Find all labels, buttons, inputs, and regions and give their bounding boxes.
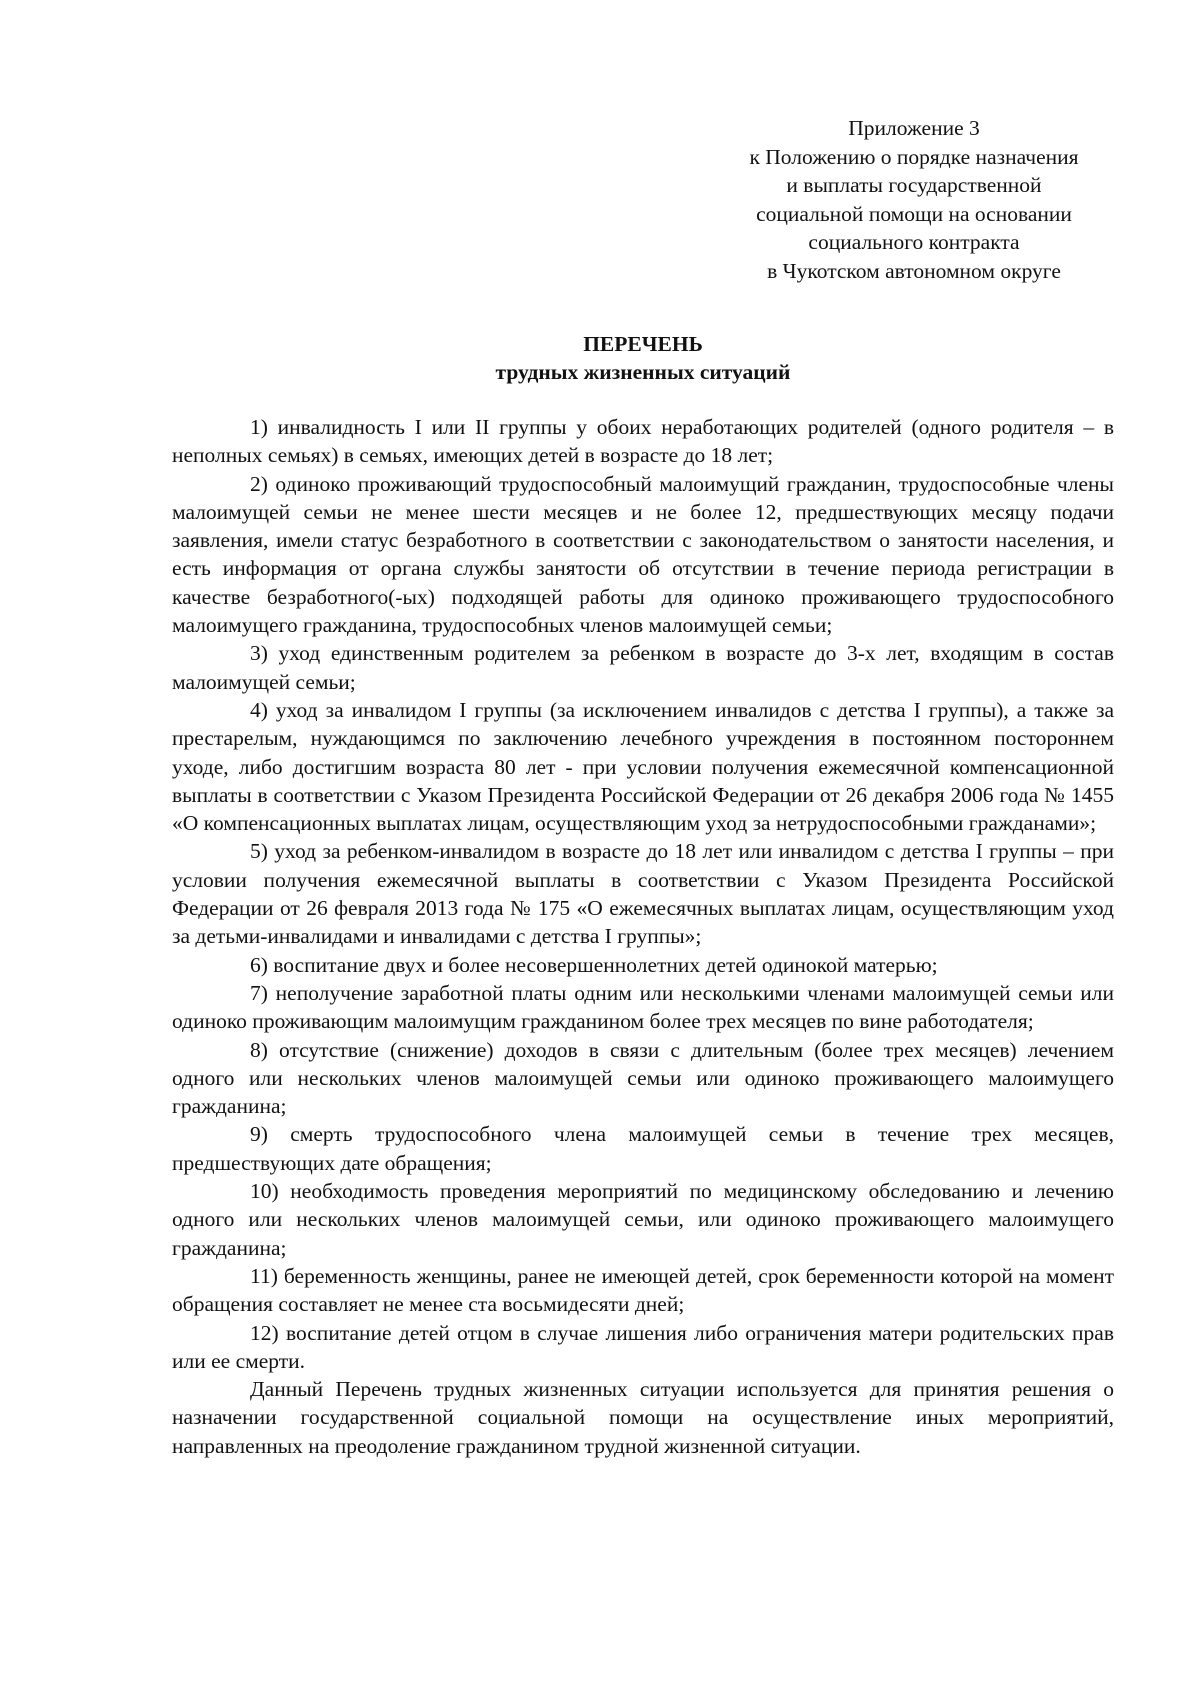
list-item: 8) отсутствие (снижение) доходов в связи с длительным (более трех месяцев) лечением одного или нескольких членов малоимущей семьи или одиноко проживающего малоимущего гражданина; (172, 1037, 1114, 1119)
appendix-line: к Положению о порядке назначения (749, 144, 1079, 169)
list-item: 3) уход единственным родителем за ребенком в возрасте до 3-х лет, входящим в состав малоимущей семьи; (172, 641, 1114, 694)
list-item: 7) неполучение заработной платы одним или несколькими членами малоимущей семьи или одиноко проживающим малоимущим гражданином более трех месяцев по вине работодателя; (172, 980, 1114, 1034)
appendix-line: Приложение 3 (848, 116, 980, 140)
list-item: 9) смерть трудоспособного члена малоимущей семьи в течение трех месяцев, предшествующих дате обращения; (172, 1122, 1114, 1175)
list-item: 12) воспитание детей отцом в случае лишения либо ограничения матери родительских прав или ее смерти. (172, 1320, 1114, 1373)
list-item: 11) беременность женщины, ранее не имеющей детей, срок беременности которой на момент обращения составляет не менее ста восьмидесяти дней; (172, 1263, 1114, 1317)
appendix-line: социальной помощи на основании (756, 201, 1072, 226)
list-item: 6) воспитание двух и более несовершеннолетних детей одинокой матерью; (250, 952, 938, 977)
list-item: 1) инвалидность I или II группы у обоих неработающих родителей (одного родителя – в неполных семьях) в семьях, имеющих детей в возрасте до 18 лет; (172, 415, 1114, 468)
appendix-line: и выплаты государственной (786, 173, 1042, 197)
title-main: ПЕРЕЧЕНЬ (583, 332, 703, 356)
appendix-header (714, 114, 1114, 285)
appendix-line: в Чукотском автономном округе (767, 258, 1061, 283)
appendix-line: социального контракта (808, 230, 1020, 254)
list-item: 2) одиноко проживающий трудоспособный малоимущий гражданин, трудоспособные члены малоимущей семьи не менее шести месяцев и не более 12, предшествующих месяцу подачи заявления, имели статус безработного в соответствии с законодательством о занятости населения, и есть информация от органа службы занятости об отсутствии в течение периода регистрации в качестве безработного(-ых) подходящей работы для одиноко проживающего трудоспособного малоимущего гражданина, трудоспособных членов малоимущей семьи; (172, 471, 1114, 638)
closing-paragraph: Данный Перечень трудных жизненных ситуации используется для принятия решения о назначении государственной социальной помощи на осуществление иных мероприятий, направленных на преодоление гражданином трудной жизненной ситуации. (172, 1377, 1114, 1458)
list-item: 5) уход за ребенком-инвалидом в возрасте до 18 лет или инвалидом с детства I группы – при условии получения ежемесячной выплаты в соответствии с Указом Президента Российской Федерации от 26 февраля 2013 года № 175 «О ежемесячных выплатах лицам, осуществляющим уход за детьми-инвалидами и инвалидами с детства I группы»; (172, 839, 1114, 949)
list-item: 4) уход за инвалидом I группы (за исключением инвалидов с детства I группы), а также за престарелым, нуждающимся по заключению лечебного учреждения в постоянном постороннем уходе, либо достигшим возраста 80 лет - при условии получения ежемесячной компенсационной выплаты в соответствии с Указом Президента Российской Федерации от 26 декабря 2006 года № 1455 «О компенсационных выплатах лицам, осуществляющим уход за нетрудоспособными гражданами»; (172, 697, 1114, 836)
title-sub: трудных жизненных ситуаций (495, 360, 791, 384)
list-item: 10) необходимость проведения мероприятий по медицинскому обследованию и лечению одного или нескольких членов малоимущей семьи, или одиноко проживающего малоимущего гражданина; (172, 1179, 1114, 1260)
situations-list (172, 413, 1114, 1460)
document-title (172, 330, 1114, 386)
